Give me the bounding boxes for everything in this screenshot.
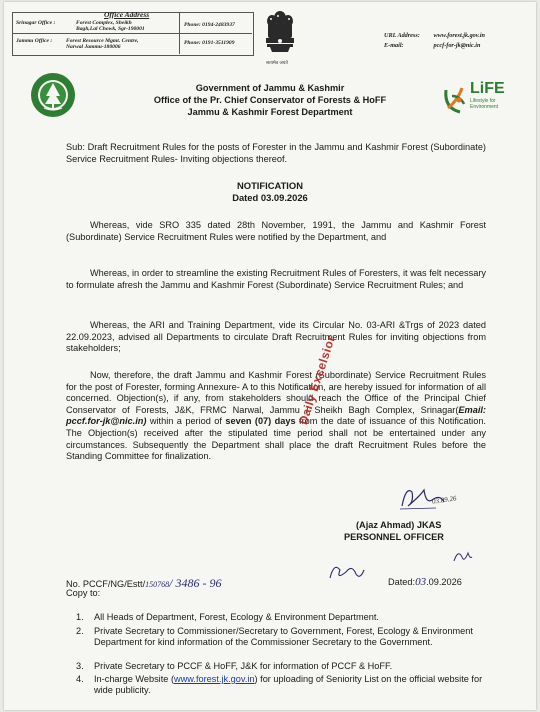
officer-name: (Ajaz Ahmad) JKAS xyxy=(356,520,442,530)
subject-line: Sub: Draft Recruitment Rules for the posts of Forester in the Jammu and Kashmir Forest (Subordinate) Service Recruitment Rules- Inviting objections thereof. xyxy=(66,142,486,164)
paragraph-4-email: Email: pccf.for-jk@nic.in) xyxy=(66,404,486,427)
reference-prefix: No. PCCF/NG/Estt/ xyxy=(66,579,146,589)
signature-date: 03.09.26 xyxy=(431,494,457,506)
copy-list-text: Private Secretary to Commissioner/Secretary to Government, Forest, Ecology & Environment Department for kind information of the Commissioner Secretary to the Government. xyxy=(94,626,473,647)
paragraph-4-part-a: Now, therefore, the draft Jammu and Kashmir Forest (Subordinate) Service Recruitment Rules for the post of Forester, forming Annexure- A to this Notification, are hereby issued for information of all concerned. Objection(s), if any, from stakeholders should reach the Office of the Principal Chief Conservator of Forests, J&K, FRMC Narwal, Jammu / Sheikh Bagh Complex, Srinagar( xyxy=(66,370,486,415)
paragraph-4-part-b: within a period of xyxy=(146,416,226,427)
paragraph-4 xyxy=(66,370,486,463)
email-line xyxy=(384,42,480,49)
copy-list-number: 2. xyxy=(76,626,84,636)
url-value[interactable]: www.forest.jk.gov.in xyxy=(433,32,485,39)
copy-list-item-3 xyxy=(76,661,486,672)
email-value[interactable]: pccf-for-jk@nic.in xyxy=(433,42,481,49)
life-tagline-2: Environment xyxy=(470,104,499,110)
copy-list-number: 1. xyxy=(76,612,84,622)
paragraph-2: Whereas, in order to streamline the existing Recruitment Rules of Foresters, it was felt necessary to formulate afresh the Jammu and Kashmir Forest (Subordinate) Service Recruitment Rules; and xyxy=(66,268,486,290)
reference-handwritten: / 3486 - 96 xyxy=(169,576,222,590)
jammu-address-line-2: Narwal Jammu-180006 xyxy=(66,44,121,50)
life-word: LiFE xyxy=(470,80,505,97)
reference-date-rest: .09.2026 xyxy=(426,577,462,587)
office-heading: Office of the Pr. Chief Conservator of Forests & HoFF xyxy=(153,95,387,105)
copy-list-number: 3. xyxy=(76,661,84,671)
reference-date-label: Dated: xyxy=(388,577,416,587)
address-title: Office Address xyxy=(104,10,150,19)
srinagar-address-line-1: Forest Complex, Sheikh xyxy=(76,20,132,26)
reference-handwritten-small: 150768 xyxy=(145,580,170,589)
paragraph-3: Whereas, the ARI and Training Department, vide its Circular No. 03-ARI &Trgs of 2023 dated 22.09.2023, advised all Departments to circulate Draft Recruitment Rules for inviting objections from stakeholders; xyxy=(66,320,486,354)
copy-list-number: 4. xyxy=(76,674,84,684)
department-heading: Jammu & Kashmir Forest Department xyxy=(187,107,353,117)
copy-list-item-2 xyxy=(76,626,486,648)
address-divider-horizontal xyxy=(12,33,252,34)
newspaper-stamp: Daily Excelsior xyxy=(296,333,339,427)
copy-to-label: Copy to: xyxy=(66,588,101,598)
srinagar-label: Srinagar Office : xyxy=(16,20,56,26)
jammu-address-line-1: Forest Resource Mgmt. Centre, xyxy=(66,38,139,44)
life-tagline-1: Lifestyle for xyxy=(470,98,496,104)
copy-list-text: Private Secretary to PCCF & HoFF, J&K for information of PCCF & HoFF. xyxy=(94,661,393,671)
document-page xyxy=(4,2,536,710)
government-heading: Government of Jammu & Kashmir xyxy=(195,83,345,93)
receipt-scribble-icon xyxy=(326,558,366,584)
srinagar-phone: Phone: 0194-2483937 xyxy=(184,22,235,28)
national-emblem-icon xyxy=(262,6,298,58)
website-link[interactable]: www.forest.jk.gov.in xyxy=(174,674,255,684)
copy-list-item-4 xyxy=(76,674,486,696)
reference-date-handwritten: 03 xyxy=(415,576,427,588)
copy-list-text-a: In-charge Website ( xyxy=(94,674,175,684)
copy-list-text: All Heads of Department, Forest, Ecology & Environment Department. xyxy=(94,612,379,622)
copy-list-text-b: ) for uploading of Seniority List on the official website for wide publicity. xyxy=(94,674,483,695)
notification-date: Dated 03.09.2026 xyxy=(232,192,308,203)
paragraph-4-part-c: from the date of issuance of this Notification. The Objection(s) received after the stipulated time period shall not be entertained under any circumstances. Subsequently the Department shall place the draft Recruitment Rules before the Standing Committee for finalization. xyxy=(66,416,486,462)
url-label: URL Address: xyxy=(384,32,420,39)
url-line xyxy=(384,32,485,39)
copy-list-item-1 xyxy=(76,612,486,623)
reference-date xyxy=(388,576,462,588)
email-label: E-mail: xyxy=(384,42,404,49)
emblem-motto: सत्यमेव जयते xyxy=(266,60,288,65)
copy-list-text xyxy=(82,674,486,696)
initials-scribble-icon xyxy=(452,547,474,565)
notification-title: NOTIFICATION xyxy=(237,180,303,191)
srinagar-address-line-2: Bagh,Lal Chowk, Sgr-190001 xyxy=(76,26,145,32)
paragraph-1: Whereas, vide SRO 335 dated 28th November, 1991, the Jammu and Kashmir Forest (Subordinate) Service Recruitment Rules were notified by the Department, and xyxy=(66,220,486,242)
paragraph-4-period: seven (07) days xyxy=(225,416,296,427)
officer-title: PERSONNEL OFFICER xyxy=(344,532,444,542)
jammu-phone: Phone: 0191-3511909 xyxy=(184,40,235,46)
jammu-label: Jammu Office : xyxy=(16,38,53,44)
